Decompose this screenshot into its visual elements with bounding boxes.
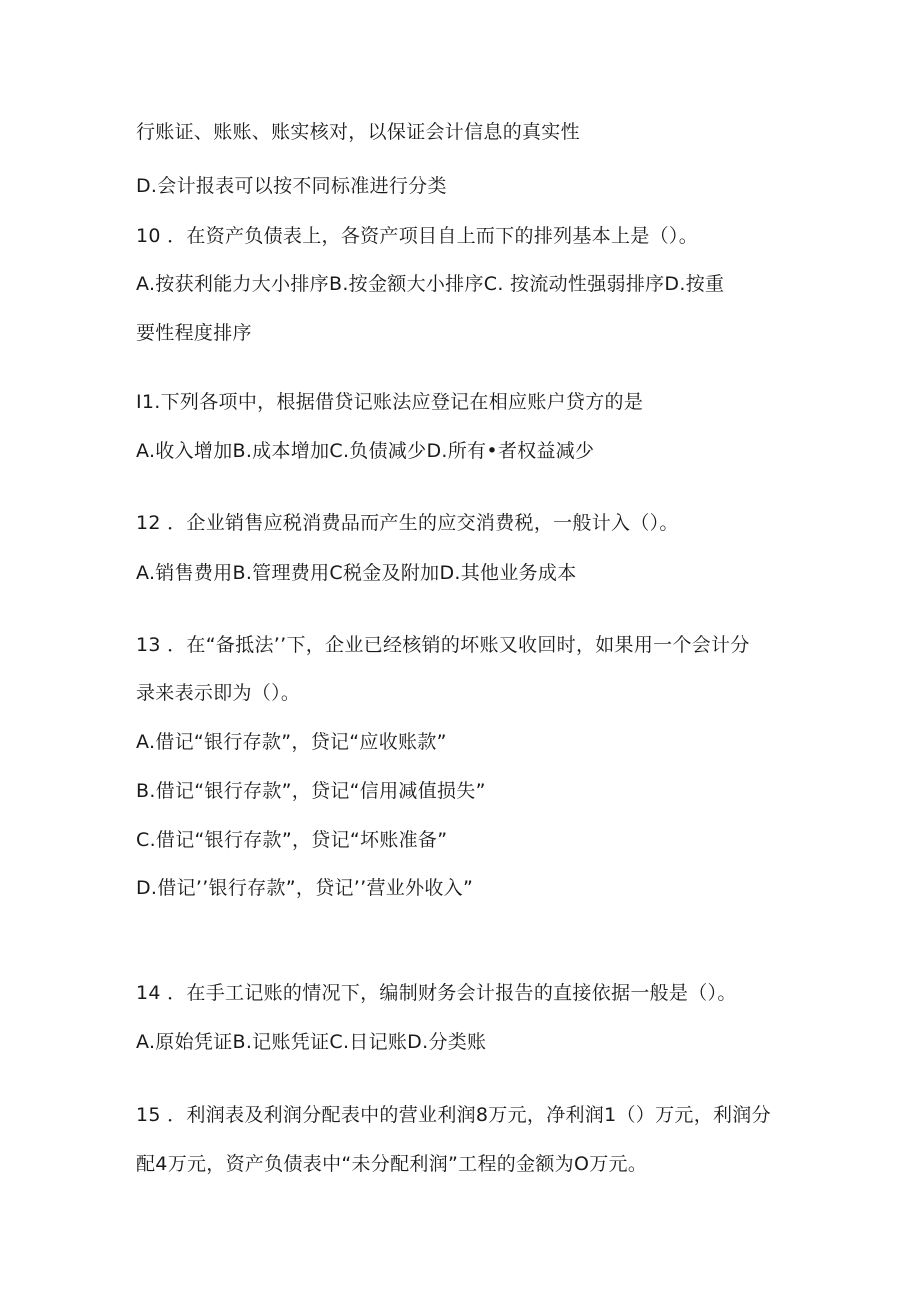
question-11-stem: I1.下列各项中，根据借贷记账法应登记在相应账户贷方的是	[136, 391, 644, 413]
question-11-options: A.收入增加B.成本增加C.负债减少D.所有•者权益减少	[136, 440, 595, 462]
question-10-stem: 10 ．在资产负债表上，各资产项目自上而下的排列基本上是（）。	[136, 225, 699, 247]
question-15-stem: 15 ．利润表及利润分配表中的营业利润8万元，净利润1（）万元，利润分	[136, 1104, 771, 1126]
question-14-stem: 14 ．在手工记账的情况下，编制财务会计报告的直接依据一般是（）。	[136, 982, 737, 1004]
question-12-options: A.销售费用B.管理费用C税金及附加D.其他业务成本	[136, 562, 577, 584]
question-9-option-c-continuation: 行账证、账账、账实核对，以保证会计信息的真实性	[136, 121, 580, 143]
question-13-option-b: B.借记“银行存款”，贷记“信用减值损失”	[136, 780, 486, 802]
question-12-stem: 12 ．企业销售应税消费品而产生的应交消费税，一般计入（）。	[136, 512, 679, 534]
question-13-option-a: A.借记“银行存款”，贷记“应收账款”	[136, 731, 447, 753]
question-15-stem-continuation: 配4万元，资产负债表中“未分配利润”工程的金额为O万元。	[136, 1153, 648, 1175]
question-13-stem: 13 ．在“备抵法’’下，企业已经核销的坏账又收回时，如果用一个会计分	[136, 634, 750, 656]
question-13-option-c: C.借记“银行存款”，贷记“坏账准备”	[136, 829, 448, 851]
question-10-options-continuation: 要性程度排序	[136, 322, 252, 344]
question-13-option-d: D.借记’’银行存款”，贷记’’营业外收入”	[136, 877, 474, 899]
question-14-options: A.原始凭证B.记账凭证C.日记账D.分类账	[136, 1031, 487, 1053]
question-9-option-d: D.会计报表可以按不同标准进行分类	[136, 175, 447, 197]
question-10-options: A.按获利能力大小排序B.按金额大小排序C. 按流动性强弱排序D.按重	[136, 273, 725, 295]
question-13-stem-continuation: 录来表示即为（）。	[136, 682, 301, 704]
